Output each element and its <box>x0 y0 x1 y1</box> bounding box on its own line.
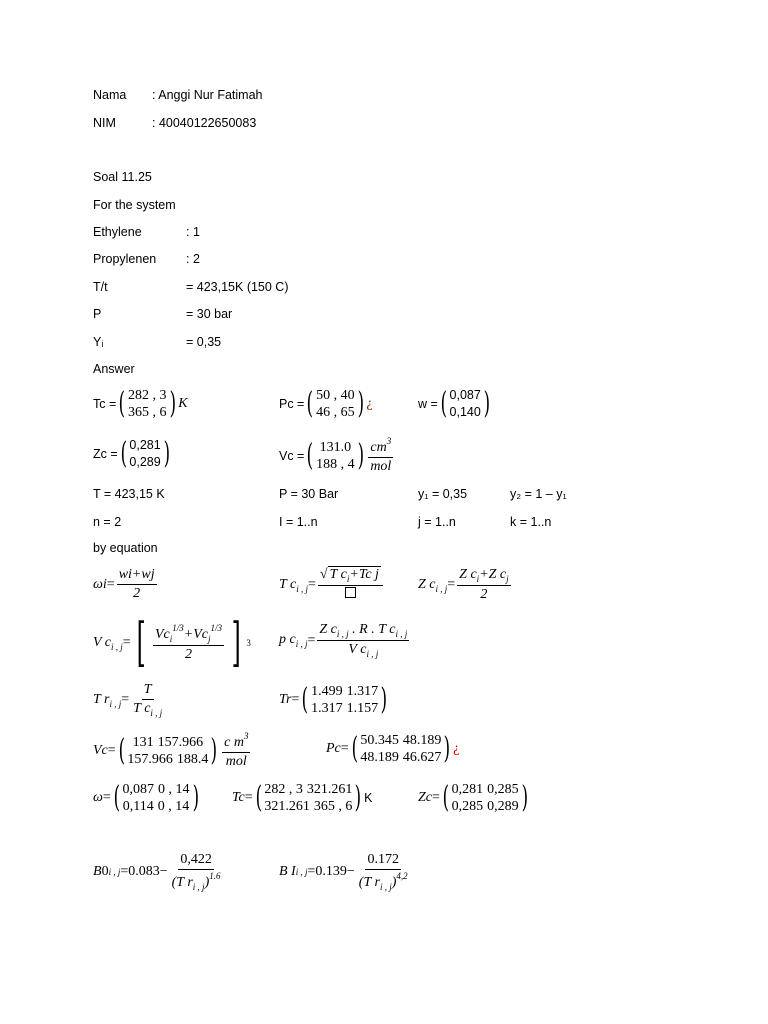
pc-unit-glyph: ¿ <box>366 396 373 411</box>
b0-equation: B 0 i , j = 0.083 − $\frac{0,422}{(T r_{i , j})^{1.6}}$ <box>93 852 221 893</box>
vc-input-matrix: Vc = ( 131.0 188 , 4 ) $\frac{cm^3}{\text{mol}}$ <box>279 436 392 475</box>
matrix-cell: 157.966 <box>127 751 173 767</box>
matrix-cell: 48.189 <box>402 733 442 748</box>
zc-input-matrix: Zc = ( 0,281 0,289 ) <box>93 436 170 471</box>
omega-ij-equation: ωi = $\frac{wi+wj}{2}$ <box>93 567 155 602</box>
matrix-cell: 50 , 40 <box>316 388 355 403</box>
matrix-cell: 1.317 <box>346 684 379 699</box>
matrix-cell: 1.157 <box>346 701 379 716</box>
pc-ij-equation: p $c_{i , j}$ = $\frac{Z c_{i , j} . R . T c_{i , j}}{V c_{i , j}}$ <box>279 622 408 660</box>
pc-label: Pc = <box>279 397 305 411</box>
matrix-cell: 365 , 6 <box>313 799 353 814</box>
matrix-cell: 0,140 <box>449 405 481 419</box>
matrix-cell: 0,281 <box>129 438 161 452</box>
matrix-cell: 1.317 <box>311 701 343 716</box>
equation-label: by equation <box>93 541 158 555</box>
tr-ij-equation: T $r_{i , j}$ = $\frac{T}{T c_{i , j}}$ <box>93 682 163 719</box>
matrix-cell: 50.345 <box>360 733 399 748</box>
condition-n: n = 2 <box>93 515 122 529</box>
given-label: Ethylene <box>93 225 142 239</box>
given-value: : 2 <box>186 252 200 266</box>
matrix-cell: 321.261 <box>306 782 353 797</box>
matrix-cell: 46.627 <box>402 750 442 765</box>
matrix-cell: 131 <box>132 734 154 750</box>
unit-cm: cm <box>370 440 387 455</box>
b0-exponent: 1.6 <box>209 871 221 882</box>
given-value: = 0,35 <box>186 335 222 349</box>
matrix-cell: 0,087 <box>449 388 481 402</box>
matrix-cell: 188 , 4 <box>316 456 355 472</box>
zc-ij-equation: Z $c_{i , j}$ = $\frac{Z c_i+Z c_j}{2}$ <box>418 567 509 603</box>
matrix-cell: 0,114 <box>122 799 154 814</box>
matrix-cell: 46 , 65 <box>316 405 355 420</box>
matrix-cell: 1.499 <box>311 684 343 699</box>
matrix-cell: 0,289 <box>487 799 519 814</box>
tc-result-matrix: Tc = ( 282 , 3 321.261 321.261 365 , 6 ) K <box>232 780 373 815</box>
condition-p: P = 30 Bar <box>279 487 339 501</box>
matrix-cell: 0,285 <box>451 799 484 814</box>
given-value: = 423,15K (150 C) <box>186 280 289 294</box>
answer-label: Answer <box>93 362 135 376</box>
nama-value: : Anggi Nur Fatimah <box>152 88 263 102</box>
tc-ij-equation: T $c_{i , j}$ = √ T $c_i+Tc$ j <box>279 567 385 603</box>
matrix-cell: 48.189 <box>360 750 399 765</box>
given-value: : 1 <box>186 225 200 239</box>
vc-result-matrix: Vc = ( 131 157.966 157.966 188.4 ) $\frac{c m^3}{\text{mol}}$ <box>93 731 249 770</box>
pc-input-matrix: Pc = ( 50 , 40 46 , 65 ) ¿ <box>279 386 373 421</box>
given-label: Propylenen <box>93 252 157 266</box>
pc-result-matrix: Pc = ( 50.345 48.189 48.189 46.627 ) ¿ <box>326 731 460 766</box>
matrix-cell: 157.966 <box>157 734 204 750</box>
zc-result-matrix: Zc = ( 0,281 0,285 0,285 0,289 ) <box>418 780 528 815</box>
b1-exponent: 4,2 <box>396 871 408 882</box>
given-label: P <box>93 307 102 321</box>
tc-unit: K <box>178 396 188 411</box>
b0-numerator: 0,422 <box>178 852 214 870</box>
matrix-cell: 365 , 6 <box>128 405 167 420</box>
condition-t: T = 423,15 K <box>93 487 165 501</box>
b1-constant: 0.139 <box>315 864 347 880</box>
vc-ij-equation: V $c_{i , j}$ = [ $\frac{Vc_i^{1/3}+Vc_j^{1/3}}{2}$ ] 3 <box>93 613 251 673</box>
given-label: Yᵢ <box>93 335 104 349</box>
condition-i: I = 1..n <box>279 515 318 529</box>
matrix-cell: 188.4 <box>176 751 209 767</box>
matrix-cell: 282 , 3 <box>128 388 167 403</box>
given-value: = 30 bar <box>186 307 233 321</box>
matrix-cell: 0,289 <box>129 455 161 469</box>
condition-y1: y₁ = 0,35 <box>418 487 468 501</box>
zc-label: Zc = <box>93 447 118 461</box>
condition-y2: y₂ = 1 – y₁ <box>510 487 567 501</box>
unit-mol: mol <box>370 459 392 475</box>
condition-j: j = 1..n <box>418 515 456 529</box>
matrix-cell: 131.0 <box>319 439 352 455</box>
matrix-cell: 0,087 <box>122 782 155 797</box>
nim-label: NIM <box>93 116 116 130</box>
nim-value: : 40040122650083 <box>152 116 257 130</box>
problem-intro: For the system <box>93 198 176 212</box>
vc-label: Vc = <box>279 448 305 463</box>
condition-k: k = 1..n <box>510 515 552 529</box>
omega-result-matrix: ω = ( 0,087 0 , 14 0,114 0 , 14 ) <box>93 780 199 815</box>
w-label: w = <box>418 397 438 411</box>
matrix-cell: 0,281 <box>451 782 484 797</box>
matrix-cell: 0 , 14 <box>157 799 190 814</box>
given-label: T/t <box>93 280 108 294</box>
b1-numerator: 0.172 <box>365 852 401 870</box>
matrix-cell: 0 , 14 <box>158 782 190 797</box>
tr-result-matrix: Tr = ( 1.499 1.317 1.317 1.157 ) <box>279 682 388 717</box>
problem-title: Soal 11.25 <box>93 170 152 184</box>
nama-label: Nama <box>93 88 127 102</box>
b1-equation: B I i , j = 0.139 − $\frac{0.172}{(T r_{i , j})^{4,2}}$ <box>279 852 408 893</box>
b0-constant: 0.083 <box>128 864 160 880</box>
unit-exponent: 3 <box>386 436 392 446</box>
matrix-cell: 321.261 <box>264 799 310 814</box>
w-input-matrix: w = ( 0,087 0,140 ) <box>418 386 490 421</box>
tc-label: Tc = <box>93 397 117 411</box>
tc-unit: K <box>364 791 373 805</box>
tc-input-matrix: Tc = ( 282 , 3 365 , 6 ) K <box>93 386 188 421</box>
matrix-cell: 0,285 <box>487 782 519 797</box>
matrix-cell: 282 , 3 <box>264 782 303 797</box>
